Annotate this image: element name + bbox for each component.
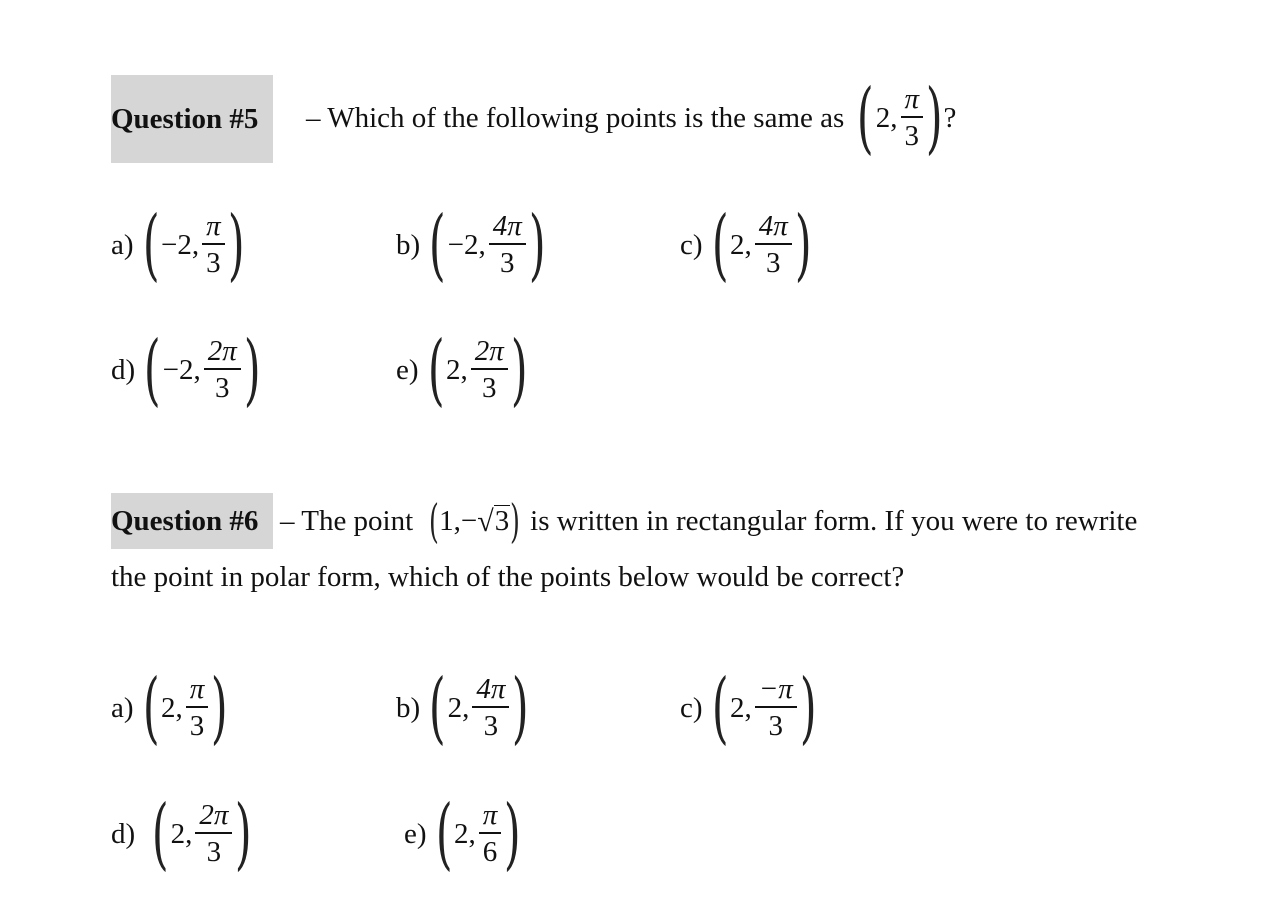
question-5-text: – Which of the following points is the same as <box>306 101 845 134</box>
q6-option-b[interactable]: b) ( 2, $\frac{4\pi}{3}$ ) <box>396 663 529 753</box>
question-6-text-before: – The point <box>280 504 414 537</box>
question-6-label <box>111 493 273 549</box>
question-6-text-after: is written in rectangular form. If you were to rewrite <box>530 504 1138 537</box>
q6-option-c[interactable]: c) ( 2, $\frac{-\pi}{3}$ ) <box>680 663 817 753</box>
question-5-prompt <box>278 73 957 163</box>
question-5-end: ? <box>943 101 957 134</box>
question-5-point: ( 2, $\frac{\pi}{3}$ ) <box>857 73 943 163</box>
q5-option-d[interactable]: d) ( −2, $\frac{2\pi}{3}$ ) <box>111 325 261 415</box>
question-5-label <box>111 75 273 163</box>
q6-option-e[interactable]: e) ( 2, $\frac{\pi}{6}$ ) <box>404 789 521 879</box>
question-6-prompt <box>278 496 1137 546</box>
q6-option-a[interactable]: a) ( 2, $\frac{\pi}{3}$ ) <box>111 663 228 753</box>
question-6-point: ( 1, − √ 3 ) <box>429 494 521 548</box>
question-6-label-text: Question #6 <box>111 504 259 537</box>
question-6-line2: the point in polar form, which of the points below would be correct? <box>111 561 905 593</box>
q5-option-b[interactable]: b) ( −2, $\frac{4\pi}{3}$ ) <box>396 200 546 290</box>
question-5-label-text: Question #5 <box>111 102 259 135</box>
q5-option-c[interactable]: c) ( 2, $\frac{4\pi}{3}$ ) <box>680 200 812 290</box>
q6-option-d[interactable]: d) ( 2, $\frac{2\pi}{3}$ ) <box>111 789 252 879</box>
q5-option-e[interactable]: e) ( 2, $\frac{2\pi}{3}$ ) <box>396 325 528 415</box>
q5-option-a[interactable]: a) ( −2, $\frac{\pi}{3}$ ) <box>111 200 245 290</box>
